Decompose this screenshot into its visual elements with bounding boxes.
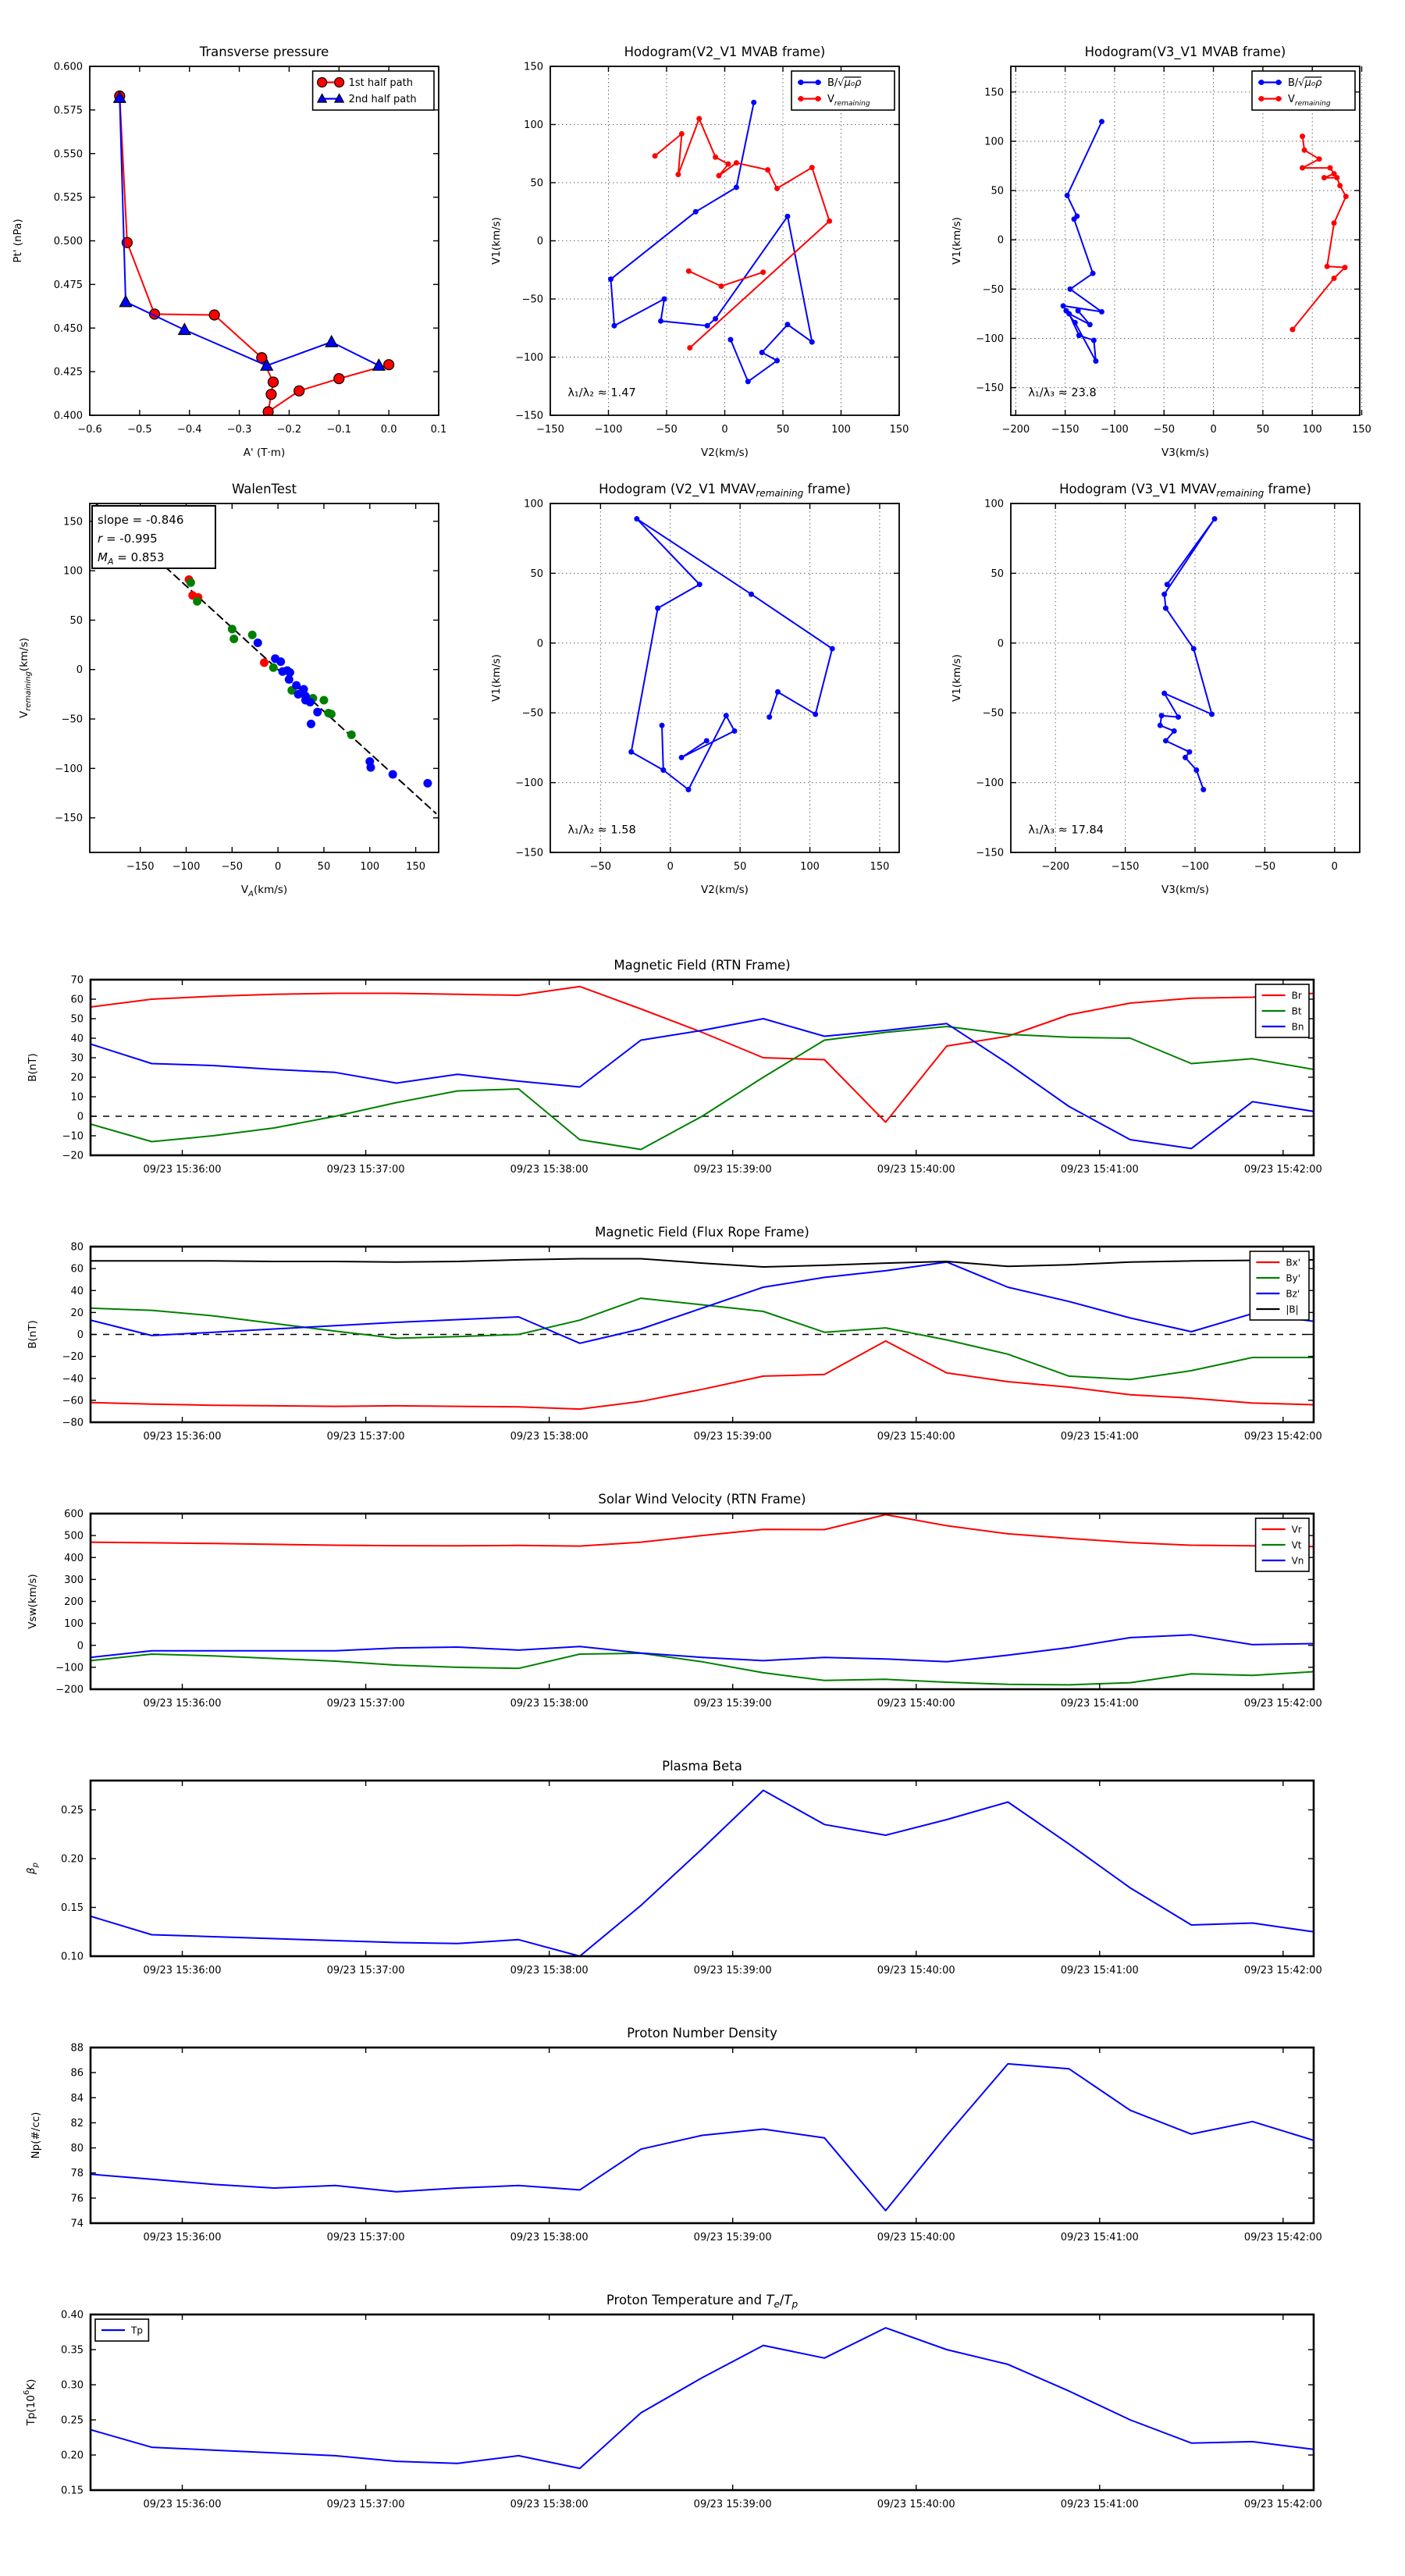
- svg-text:λ₁/λ₂ ≈ 1.58: λ₁/λ₂ ≈ 1.58: [567, 824, 636, 837]
- svg-text:λ₁/λ₂ ≈ 1.47: λ₁/λ₂ ≈ 1.47: [567, 386, 636, 400]
- svg-text:09/23 15:42:00: 09/23 15:42:00: [1243, 1698, 1322, 1710]
- svg-text:50: 50: [733, 861, 747, 873]
- svg-text:Hodogram(V2_V1 MVAB frame): Hodogram(V2_V1 MVAB frame): [624, 44, 826, 59]
- svg-text:−50: −50: [1153, 424, 1175, 436]
- svg-text:−50: −50: [61, 713, 83, 726]
- svg-text:βp: $\beta_p$: [25, 1863, 40, 1874]
- panel-hodogram-v3v1-mvab: [951, 44, 1371, 459]
- svg-text:09/23 15:39:00: 09/23 15:39:00: [693, 1431, 772, 1443]
- svg-text:100: 100: [984, 498, 1004, 511]
- svg-text:20: 20: [70, 1072, 84, 1084]
- svg-text:50: 50: [1256, 424, 1270, 436]
- svg-text:V1(km/s): V1(km/s): [951, 217, 963, 265]
- svg-text:09/23 15:41:00: 09/23 15:41:00: [1060, 1698, 1139, 1710]
- svg-text:V1(km/s): V1(km/s): [490, 654, 503, 702]
- svg-text:100: 100: [524, 119, 543, 131]
- svg-text:Vremaining: $V_{remaining}$: [1288, 94, 1331, 109]
- panel-plasma-beta: [25, 1759, 1322, 1976]
- svg-text:09/23 15:42:00: 09/23 15:42:00: [1243, 1164, 1322, 1176]
- svg-text:09/23 15:39:00: 09/23 15:39:00: [693, 1698, 772, 1710]
- svg-text:150: 150: [524, 61, 543, 73]
- svg-text:−100: −100: [515, 777, 543, 790]
- svg-text:Plasma Beta: Plasma Beta: [662, 1759, 742, 1774]
- svg-text:09/23 15:42:00: 09/23 15:42:00: [1243, 1965, 1322, 1976]
- svg-text:100: 100: [524, 498, 543, 511]
- svg-text:−150: −150: [976, 382, 1004, 395]
- svg-text:Transverse pressure: Transverse pressure: [199, 44, 329, 59]
- panel-hodogram-v2v1-mvav: [490, 482, 899, 896]
- svg-text:Bt: Bt: [1291, 1005, 1302, 1017]
- svg-text:V1(km/s): V1(km/s): [951, 654, 963, 702]
- svg-text:80: 80: [70, 2143, 84, 2155]
- svg-text:−150: −150: [536, 424, 564, 436]
- svg-text:09/23 15:38:00: 09/23 15:38:00: [510, 1164, 589, 1176]
- legend: [313, 71, 434, 110]
- svg-text:0.1: 0.1: [430, 424, 447, 436]
- svg-text:500: 500: [64, 1530, 84, 1542]
- svg-text:0.10: 0.10: [61, 1951, 84, 1963]
- svg-text:−150: −150: [515, 410, 543, 422]
- svg-text:Br: Br: [1291, 990, 1302, 1002]
- svg-text:−100: −100: [172, 861, 201, 873]
- svg-text:09/23 15:36:00: 09/23 15:36:00: [143, 2232, 222, 2243]
- svg-text:−60: −60: [62, 1395, 84, 1407]
- svg-text:150: 150: [63, 516, 83, 528]
- svg-text:0: 0: [76, 664, 83, 677]
- svg-text:r = -0.995: r = -0.995: [98, 532, 158, 546]
- svg-text:0: 0: [275, 861, 282, 873]
- svg-text:0: 0: [997, 638, 1004, 650]
- legend: [1256, 984, 1309, 1037]
- svg-text:09/23 15:37:00: 09/23 15:37:00: [326, 1164, 405, 1176]
- svg-text:−50: −50: [521, 707, 543, 720]
- svg-text:−150: −150: [1111, 861, 1140, 873]
- svg-text:0.0: 0.0: [380, 424, 397, 436]
- svg-text:150: 150: [406, 861, 426, 873]
- svg-text:50: 50: [70, 1013, 84, 1026]
- svg-text:1st half path: 1st half path: [348, 77, 413, 90]
- svg-text:60: 60: [70, 994, 84, 1006]
- svg-text:100: 100: [984, 136, 1004, 148]
- svg-text:100: 100: [63, 565, 83, 578]
- svg-text:50: 50: [776, 424, 790, 436]
- svg-text:74: 74: [70, 2218, 84, 2230]
- svg-text:Np(#/cc): Np(#/cc): [30, 2112, 42, 2159]
- svg-text:40: 40: [70, 1285, 84, 1297]
- svg-text:−100: −100: [55, 1662, 84, 1674]
- svg-text:Vsw(km/s): Vsw(km/s): [27, 1574, 39, 1629]
- svg-text:−50: −50: [656, 424, 678, 436]
- svg-text:0: 0: [76, 1640, 84, 1653]
- svg-text:60: 60: [70, 1263, 84, 1276]
- svg-text:0.550: 0.550: [53, 148, 83, 161]
- svg-text:Hodogram(V3_V1 MVAB frame): Hodogram(V3_V1 MVAB frame): [1084, 44, 1286, 59]
- svg-text:09/23 15:37:00: 09/23 15:37:00: [326, 1965, 405, 1976]
- svg-text:50: 50: [317, 861, 331, 873]
- stats-box: [92, 506, 215, 568]
- svg-text:0: 0: [536, 638, 543, 650]
- panel-vsw-rtn: [27, 1492, 1322, 1710]
- svg-text:78: 78: [70, 2168, 84, 2180]
- svg-text:B(nT): B(nT): [27, 1320, 39, 1349]
- legend: [1252, 71, 1355, 110]
- svg-text:0: 0: [997, 234, 1004, 247]
- svg-text:Vremaining: $V_{remaining}$: [827, 94, 870, 109]
- svg-text:VA(km/s): $V_A(km/s)$: [240, 884, 288, 898]
- svg-text:V2(km/s): V2(km/s): [701, 884, 749, 896]
- svg-text:Proton Temperature and Te/Tp: Proton Temperature and $T_e/T_p$: [606, 2293, 799, 2310]
- svg-text:09/23 15:38:00: 09/23 15:38:00: [510, 1698, 589, 1710]
- svg-text:V1(km/s): V1(km/s): [490, 217, 503, 265]
- svg-text:100: 100: [831, 424, 851, 436]
- svg-text:09/23 15:42:00: 09/23 15:42:00: [1243, 1431, 1322, 1443]
- svg-text:V3(km/s): V3(km/s): [1161, 884, 1209, 896]
- legend: [791, 71, 895, 110]
- svg-text:76: 76: [70, 2193, 84, 2205]
- svg-text:−10: −10: [62, 1130, 84, 1143]
- svg-text:09/23 15:40:00: 09/23 15:40:00: [877, 2499, 955, 2510]
- panel-hodogram-v3v1-mvav: [951, 482, 1360, 896]
- svg-text:0.575: 0.575: [53, 105, 83, 117]
- svg-text:20: 20: [70, 1307, 84, 1319]
- svg-text:0.15: 0.15: [61, 1902, 84, 1914]
- svg-text:2nd half path: 2nd half path: [348, 94, 417, 106]
- svg-text:−150: −150: [55, 813, 83, 825]
- svg-text:−200: −200: [1041, 861, 1070, 873]
- svg-text:MA = 0.853: $M_A = 0.853$: [98, 550, 165, 567]
- svg-text:30: 30: [70, 1052, 84, 1065]
- svg-text:09/23 15:40:00: 09/23 15:40:00: [877, 1164, 955, 1176]
- svg-text:09/23 15:41:00: 09/23 15:41:00: [1060, 1965, 1139, 1976]
- svg-text:−20: −20: [62, 1150, 84, 1162]
- svg-text:−100: −100: [515, 352, 543, 364]
- svg-text:0: 0: [536, 236, 543, 247]
- svg-text:150: 150: [889, 424, 909, 436]
- svg-text:50: 50: [991, 568, 1004, 580]
- svg-text:Vremaining(km/s): $V_{remaining}(km/s)$: [18, 637, 33, 719]
- svg-text:−150: −150: [976, 847, 1004, 859]
- svg-text:−50: −50: [521, 294, 543, 306]
- svg-text:09/23 15:38:00: 09/23 15:38:00: [510, 2232, 589, 2243]
- svg-text:09/23 15:41:00: 09/23 15:41:00: [1060, 1431, 1139, 1443]
- svg-text:Proton Number Density: Proton Number Density: [627, 2026, 777, 2041]
- svg-text:100: 100: [64, 1618, 84, 1631]
- svg-text:09/23 15:38:00: 09/23 15:38:00: [510, 2499, 589, 2510]
- svg-text:09/23 15:39:00: 09/23 15:39:00: [693, 1164, 772, 1176]
- svg-text:−100: −100: [976, 777, 1004, 790]
- svg-text:09/23 15:38:00: 09/23 15:38:00: [510, 1431, 589, 1443]
- svg-text:09/23 15:38:00: 09/23 15:38:00: [510, 1965, 589, 1976]
- svg-text:09/23 15:42:00: 09/23 15:42:00: [1243, 2232, 1322, 2243]
- svg-text:−200: −200: [1001, 424, 1030, 436]
- svg-text:Hodogram (V2_V1 MVAVremaining: Hodogram (V2_V1 $MVAV_{remaining}$ frame): [599, 482, 851, 499]
- svg-text:0.35: 0.35: [61, 2344, 84, 2357]
- svg-text:−150: −150: [1051, 424, 1080, 436]
- svg-text:Tp(106K): $Tp(10^6K)$: [23, 2379, 37, 2426]
- panel-b-rtn: [27, 958, 1322, 1176]
- svg-text:09/23 15:41:00: 09/23 15:41:00: [1060, 2499, 1139, 2510]
- svg-text:−50: −50: [982, 283, 1004, 296]
- svg-text:50: 50: [530, 177, 543, 190]
- svg-text:09/23 15:37:00: 09/23 15:37:00: [326, 1698, 405, 1710]
- svg-text:50: 50: [991, 185, 1004, 197]
- svg-text:−50: −50: [982, 707, 1004, 720]
- svg-text:Magnetic Field (RTN Frame): Magnetic Field (RTN Frame): [614, 958, 791, 973]
- svg-text:09/23 15:39:00: 09/23 15:39:00: [693, 2499, 772, 2510]
- svg-text:−50: −50: [589, 861, 612, 873]
- svg-text:0.475: 0.475: [53, 279, 83, 291]
- svg-text:V3(km/s): V3(km/s): [1161, 447, 1209, 459]
- svg-text:80: 80: [70, 1241, 84, 1254]
- svg-text:−100: −100: [976, 333, 1004, 346]
- svg-text:400: 400: [64, 1552, 84, 1564]
- svg-text:V2(km/s): V2(km/s): [701, 447, 749, 459]
- svg-text:0.25: 0.25: [61, 2414, 84, 2427]
- svg-text:09/23 15:41:00: 09/23 15:41:00: [1060, 2232, 1139, 2243]
- svg-text:−100: −100: [55, 763, 83, 775]
- svg-text:09/23 15:39:00: 09/23 15:39:00: [693, 2232, 772, 2243]
- svg-text:−0.2: −0.2: [276, 424, 302, 436]
- svg-text:0.20: 0.20: [61, 1853, 84, 1866]
- svg-text:10: 10: [70, 1091, 84, 1104]
- svg-text:150: 150: [1352, 424, 1371, 436]
- svg-text:09/23 15:36:00: 09/23 15:36:00: [143, 1965, 222, 1976]
- svg-text:−0.3: −0.3: [226, 424, 252, 436]
- svg-text:−0.1: −0.1: [326, 424, 352, 436]
- svg-text:300: 300: [64, 1574, 84, 1586]
- svg-text:−100: −100: [594, 424, 623, 436]
- svg-text:−20: −20: [62, 1351, 84, 1364]
- svg-text:0.400: 0.400: [53, 410, 83, 422]
- svg-text:By': By': [1286, 1272, 1301, 1284]
- svg-text:0.40: 0.40: [61, 2309, 84, 2322]
- svg-text:200: 200: [64, 1596, 84, 1608]
- svg-text:0.30: 0.30: [61, 2379, 84, 2392]
- svg-text:Bz': Bz': [1286, 1288, 1300, 1300]
- svg-text:150: 150: [870, 861, 890, 873]
- svg-text:0: 0: [1210, 424, 1217, 436]
- svg-text:Bn: Bn: [1291, 1021, 1304, 1033]
- svg-text:Pt' (nPa): Pt' (nPa): [12, 219, 24, 263]
- svg-text:Vt: Vt: [1291, 1539, 1302, 1551]
- svg-text:0: 0: [721, 424, 728, 436]
- svg-text:−50: −50: [221, 861, 244, 873]
- svg-text:−150: −150: [515, 847, 543, 859]
- svg-text:B(nT): B(nT): [27, 1053, 39, 1082]
- svg-text:0.25: 0.25: [61, 1805, 84, 1816]
- svg-text:09/23 15:40:00: 09/23 15:40:00: [877, 1431, 955, 1443]
- panel-tp: [23, 2293, 1322, 2510]
- svg-text:−50: −50: [1254, 861, 1276, 873]
- svg-text:−0.5: −0.5: [127, 424, 152, 436]
- panel-hodogram-v2v1-mvab: [490, 44, 909, 459]
- svg-text:09/23 15:37:00: 09/23 15:37:00: [326, 2232, 405, 2243]
- svg-text:0: 0: [76, 1111, 84, 1123]
- svg-text:88: 88: [70, 2042, 84, 2055]
- panel-np: [30, 2026, 1322, 2243]
- svg-text:0: 0: [1331, 861, 1338, 873]
- svg-text:WalenTest: WalenTest: [231, 482, 297, 496]
- svg-text:−100: −100: [1181, 861, 1209, 873]
- svg-text:B/√μ₀ρ: B/√μ₀ρ: [1288, 77, 1322, 90]
- svg-text:A' (T·m): A' (T·m): [243, 447, 286, 459]
- svg-text:09/23 15:42:00: 09/23 15:42:00: [1243, 2499, 1322, 2510]
- svg-text:09/23 15:37:00: 09/23 15:37:00: [326, 2499, 405, 2510]
- svg-text:Tp: Tp: [131, 2325, 143, 2336]
- svg-text:Bx': Bx': [1286, 1257, 1301, 1268]
- svg-text:09/23 15:36:00: 09/23 15:36:00: [143, 1431, 222, 1443]
- svg-text:82: 82: [70, 2117, 84, 2129]
- svg-text:Vr: Vr: [1291, 1524, 1302, 1535]
- svg-text:B/√μ₀ρ: B/√μ₀ρ: [827, 77, 862, 90]
- svg-text:0.15: 0.15: [61, 2485, 84, 2497]
- legend: [1250, 1251, 1309, 1320]
- svg-text:0: 0: [76, 1329, 84, 1341]
- svg-text:−0.6: −0.6: [77, 424, 102, 436]
- svg-text:Solar Wind Velocity (RTN Frame: Solar Wind Velocity (RTN Frame): [598, 1492, 806, 1507]
- svg-text:100: 100: [1302, 424, 1322, 436]
- svg-text:λ₁/λ₃ ≈ 23.8: λ₁/λ₃ ≈ 23.8: [1028, 386, 1097, 400]
- svg-text:−150: −150: [126, 861, 155, 873]
- svg-text:−80: −80: [62, 1417, 84, 1429]
- svg-text:84: 84: [70, 2092, 84, 2105]
- svg-text:Magnetic Field (Flux Rope Fram: Magnetic Field (Flux Rope Frame): [595, 1225, 809, 1240]
- svg-text:09/23 15:40:00: 09/23 15:40:00: [877, 2232, 955, 2243]
- svg-text:09/23 15:36:00: 09/23 15:36:00: [143, 1698, 222, 1710]
- svg-text:−0.4: −0.4: [176, 424, 202, 436]
- svg-text:50: 50: [69, 614, 83, 627]
- svg-text:09/23 15:40:00: 09/23 15:40:00: [877, 1965, 955, 1976]
- svg-text:0.525: 0.525: [53, 192, 83, 205]
- svg-text:600: 600: [64, 1508, 84, 1521]
- svg-text:100: 100: [800, 861, 820, 873]
- svg-text:50: 50: [530, 568, 543, 580]
- svg-text:40: 40: [70, 1033, 84, 1045]
- svg-text:Vn: Vn: [1291, 1555, 1304, 1567]
- svg-text:09/23 15:41:00: 09/23 15:41:00: [1060, 1164, 1139, 1176]
- svg-text:0.425: 0.425: [53, 366, 83, 379]
- svg-text:−100: −100: [1101, 424, 1129, 436]
- svg-text:100: 100: [360, 861, 380, 873]
- svg-text:86: 86: [70, 2067, 84, 2080]
- svg-text:−200: −200: [55, 1684, 84, 1696]
- svg-text:09/23 15:40:00: 09/23 15:40:00: [877, 1698, 955, 1710]
- legend: [95, 2319, 148, 2341]
- svg-text:0.450: 0.450: [53, 322, 83, 335]
- svg-text:09/23 15:36:00: 09/23 15:36:00: [143, 1164, 222, 1176]
- svg-text:|B|: |B|: [1286, 1304, 1299, 1315]
- svg-text:09/23 15:36:00: 09/23 15:36:00: [143, 2499, 222, 2510]
- svg-text:0.500: 0.500: [53, 236, 83, 247]
- svg-text:70: 70: [70, 974, 84, 987]
- svg-text:0.600: 0.600: [53, 61, 83, 73]
- svg-text:−40: −40: [62, 1373, 84, 1386]
- svg-text:09/23 15:37:00: 09/23 15:37:00: [326, 1431, 405, 1443]
- panel-b-fluxrope: [27, 1225, 1322, 1443]
- svg-text:slope = -0.846: slope = -0.846: [98, 513, 184, 527]
- svg-text:150: 150: [984, 87, 1004, 99]
- legend: [1256, 1518, 1309, 1571]
- svg-text:09/23 15:39:00: 09/23 15:39:00: [693, 1965, 772, 1976]
- svg-text:0: 0: [667, 861, 674, 873]
- svg-text:Hodogram (V3_V1 MVAVremaining: Hodogram (V3_V1 $MVAV_{remaining}$ frame): [1059, 482, 1311, 499]
- svg-text:λ₁/λ₃ ≈ 17.84: λ₁/λ₃ ≈ 17.84: [1028, 824, 1104, 837]
- svg-text:0.20: 0.20: [61, 2450, 84, 2462]
